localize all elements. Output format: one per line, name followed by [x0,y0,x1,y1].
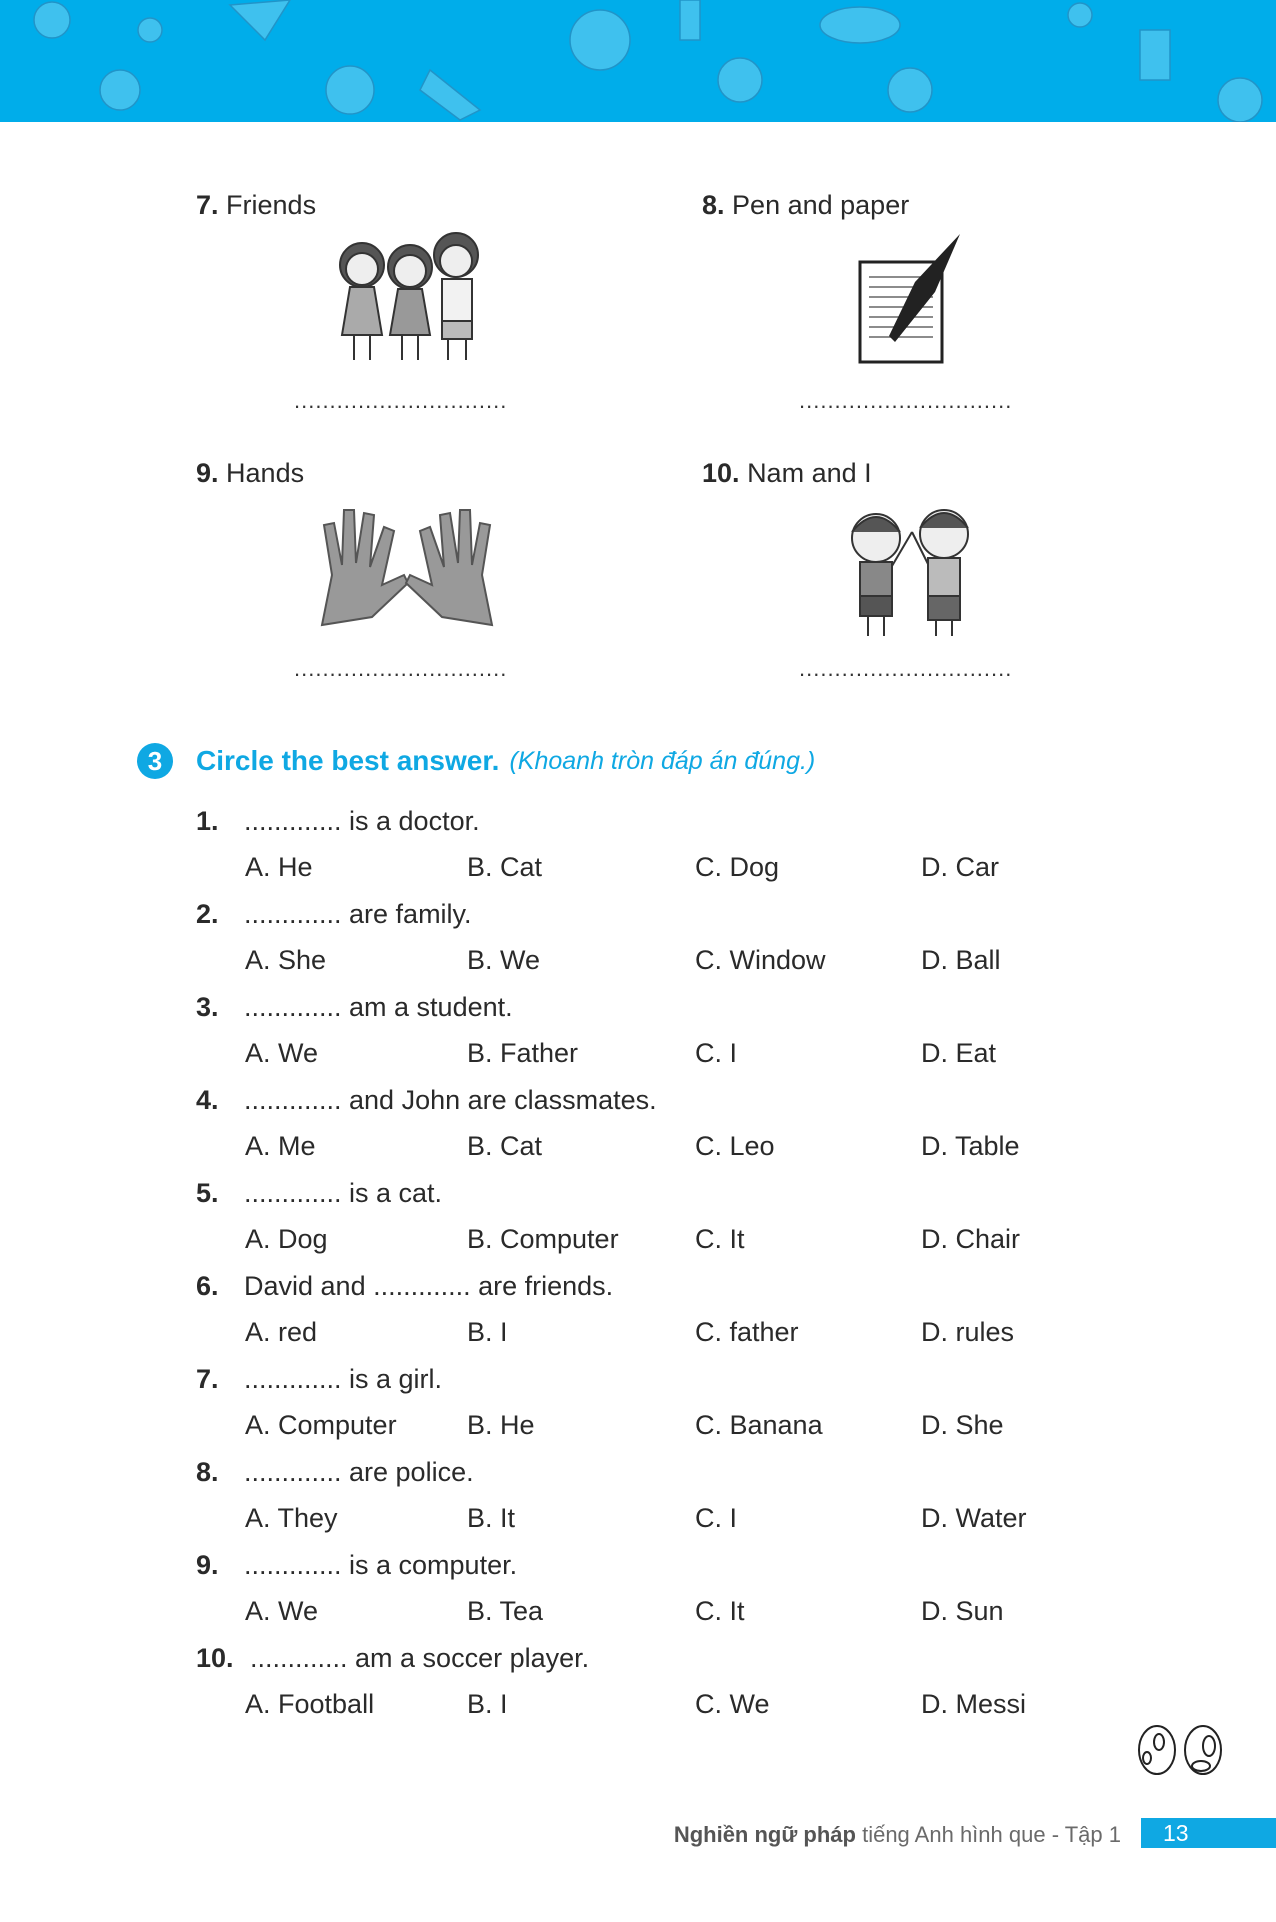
option-b[interactable]: B. Cat [467,852,543,882]
question-number: 9. [196,1550,219,1580]
option-a[interactable]: A. She [245,945,327,975]
question-text: ............. are police. [244,1457,474,1487]
pen-and-paper-icon [855,232,965,367]
option-a[interactable]: A. Me [245,1131,316,1161]
hands-icon [312,505,502,635]
option-b[interactable]: B. I [467,1317,508,1347]
question-text: David and ............. are friends. [244,1271,614,1301]
option-b[interactable]: B. Father [467,1038,579,1068]
option-b[interactable]: B. Computer [467,1224,619,1254]
question-number: 1. [196,806,219,836]
item-9-label: 9. Hands [196,458,305,488]
answer-line-8[interactable]: .............................. [799,388,1013,413]
option-c[interactable]: C. It [695,1596,745,1626]
option-c[interactable]: C. Window [695,945,826,975]
question-number: 5. [196,1178,219,1208]
option-d[interactable]: D. Messi [921,1689,1027,1719]
question-number: 8. [196,1457,219,1487]
question-text: ............. is a computer. [244,1550,518,1580]
option-d[interactable]: D. Sun [921,1596,1004,1626]
question-text: ............. are family. [244,899,472,929]
question-text: ............. is a doctor. [244,806,480,836]
question-number: 2. [196,899,219,929]
question-5 [196,1178,1096,1218]
doodle-pattern-icon [0,0,1276,122]
section-number-badge: 3 [137,743,173,779]
option-a[interactable]: A. Dog [245,1224,328,1254]
option-a[interactable]: A. They [245,1503,338,1533]
question-text: ............. am a soccer player. [250,1643,590,1673]
question-text: ............. is a girl. [244,1364,443,1394]
option-a[interactable]: A. We [245,1038,319,1068]
nam-and-i-illustration-icon [840,502,980,642]
answer-line-10[interactable]: .............................. [799,656,1013,681]
option-a[interactable]: A. He [245,852,313,882]
header-banner [0,0,1276,122]
option-d[interactable]: D. Eat [921,1038,997,1068]
question-number: 10. [196,1643,234,1673]
option-b[interactable]: B. I [467,1689,508,1719]
item-8-label: 8. Pen and paper [702,190,910,220]
option-a[interactable]: A. Computer [245,1410,397,1440]
option-d[interactable]: D. She [921,1410,1004,1440]
option-d[interactable]: D. Chair [921,1224,1021,1254]
question-number: 7. [196,1364,219,1394]
footer-book-title: Nghiền ngữ pháp tiếng Anh hình que - Tập 1 [673,1822,1121,1847]
answer-line-9[interactable]: .............................. [294,656,508,681]
section-subtitle: (Khoanh tròn đáp án đúng.) [509,746,816,775]
option-d[interactable]: D. Ball [921,945,1001,975]
question-number: 6. [196,1271,219,1301]
option-d[interactable]: D. Water [921,1503,1027,1533]
option-b[interactable]: B. It [467,1503,516,1533]
question-4 [196,1085,1096,1125]
section-title: Circle the best answer. [196,745,500,776]
question-8 [196,1457,1096,1497]
option-a[interactable]: A. red [245,1317,318,1347]
section-3-header [137,743,815,779]
option-c[interactable]: C. Dog [695,852,780,882]
option-b[interactable]: B. He [467,1410,535,1440]
question-6 [196,1271,1096,1311]
option-b[interactable]: B. Tea [467,1596,544,1626]
option-d[interactable]: D. Car [921,852,1000,882]
item-10-label: 10. Nam and I [702,458,872,488]
option-c[interactable]: C. We [695,1689,770,1719]
question-10 [196,1643,1096,1683]
option-c[interactable]: C. I [695,1038,738,1068]
option-c[interactable]: C. I [695,1503,738,1533]
question-2 [196,899,1096,939]
question-text: ............. and John are classmates. [244,1085,657,1115]
option-a[interactable]: A. Football [245,1689,375,1719]
question-number: 4. [196,1085,219,1115]
option-c[interactable]: C. Banana [695,1410,823,1440]
option-b[interactable]: B. Cat [467,1131,543,1161]
friends-illustration-icon [330,225,490,365]
page-number: 13 [1141,1818,1276,1848]
option-c[interactable]: C. It [695,1224,745,1254]
option-c[interactable]: C. father [695,1317,799,1347]
option-d[interactable]: D. Table [921,1131,1020,1161]
question-3 [196,992,1096,1032]
option-d[interactable]: D. rules [921,1317,1015,1347]
eggs-icon [1137,1722,1227,1778]
option-c[interactable]: C. Leo [695,1131,775,1161]
question-text: ............. am a student. [244,992,513,1022]
question-7 [196,1364,1096,1404]
question-9 [196,1550,1096,1590]
answer-line-7[interactable]: .............................. [294,388,508,413]
option-b[interactable]: B. We [467,945,541,975]
question-1 [196,806,1096,846]
option-a[interactable]: A. We [245,1596,319,1626]
item-7-label: 7. Friends [196,190,317,220]
question-number: 3. [196,992,219,1022]
question-text: ............. is a cat. [244,1178,443,1208]
